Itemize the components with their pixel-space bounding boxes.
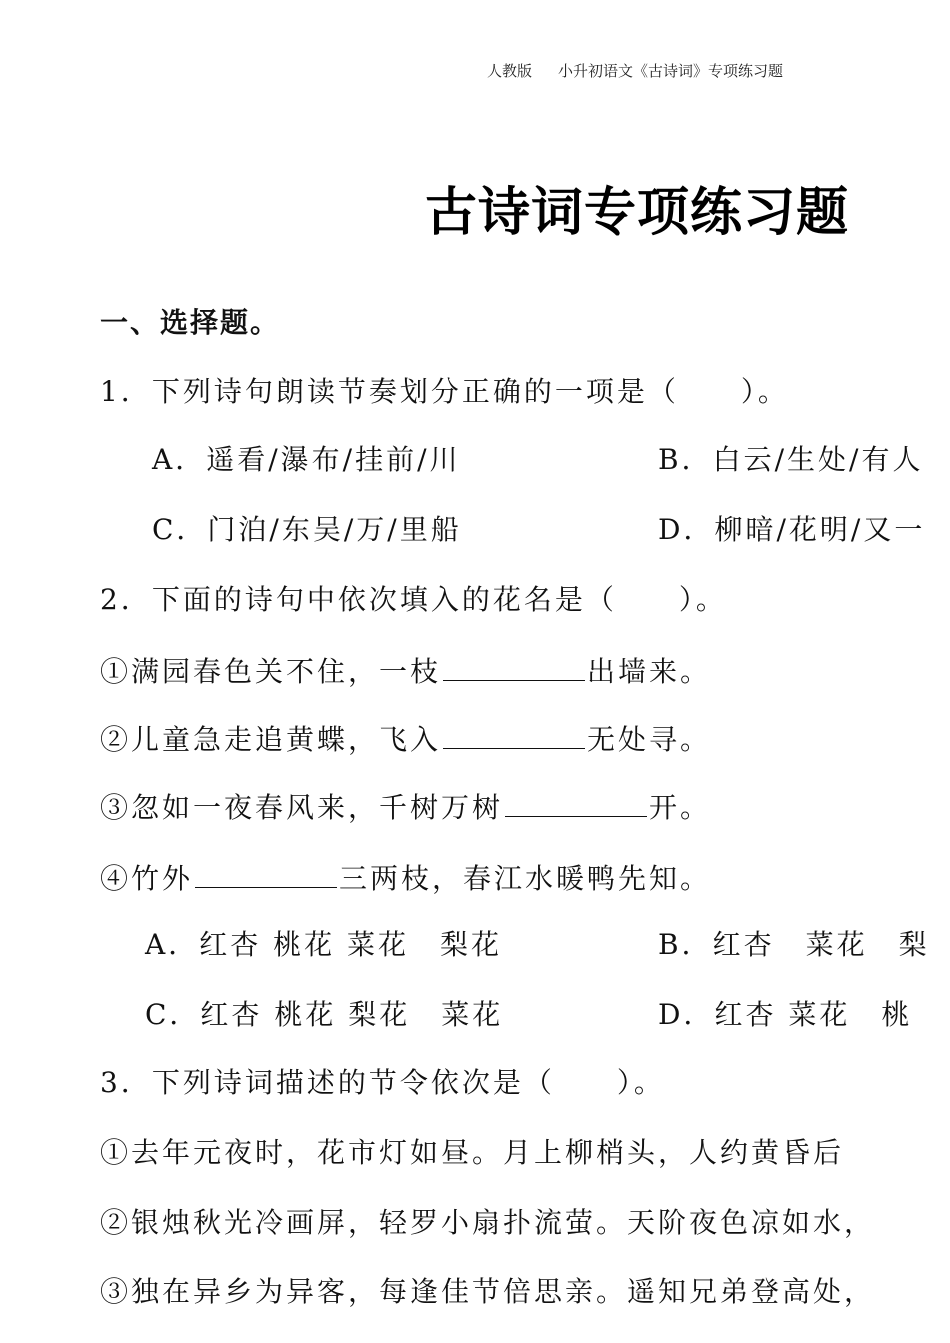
question-1-option-d: D．柳暗/花明/又一 [658,513,926,546]
question-1-option-a: A．遥看/瀑布/挂前/川 [152,443,461,476]
line-2-text-after: 无处寻。 [587,723,712,756]
line-4-text-before: ④竹外 [100,862,194,895]
line-1-text-before: ①满园春色关不住，一枝 [100,655,442,688]
question-2-option-a: A．红杏 桃花 菜花 梨花 [145,928,503,961]
page-header [487,60,783,81]
question-3-line-2: ②银烛秋光冷画屏，轻罗小扇扑流萤。天阶夜色凉如水， [100,1206,876,1239]
answer-blank-1 [443,650,585,681]
question-1-stem: 1．下列诗句朗读节奏划分正确的一项是（ ）。 [100,375,789,408]
header-publisher: 人教版 [487,62,533,80]
question-2-option-c: C．红杏 桃花 梨花 菜花 [145,998,504,1031]
question-3-stem: 3．下列诗词描述的节令依次是（ ）。 [100,1066,665,1099]
section-heading-choice: 一、选择题。 [100,306,281,339]
question-3-line-3: ③独在异乡为异客，每逢佳节倍思亲。遥知兄弟登高处， [100,1275,876,1308]
question-1-option-b: B．白云/生处/有人 [658,443,924,476]
line-3-text-after: 开。 [649,791,712,824]
answer-blank-4 [195,857,337,888]
answer-blank-2 [443,718,585,749]
question-2-line-4 [100,857,711,899]
question-2-stem: 2．下面的诗句中依次填入的花名是（ ）。 [100,583,727,616]
line-2-text-before: ②儿童急走追黄蝶，飞入 [100,723,442,756]
line-4-text-after: 三两枝，春江水暖鸭先知。 [339,862,712,895]
header-subject: 小升初语文《古诗词》专项练习题 [558,62,784,80]
question-1-option-c: C．门泊/东吴/万/里船 [152,513,462,546]
question-2-line-2 [100,718,711,760]
question-2-line-1 [100,650,711,692]
question-2-option-d: D．红杏 菜花 桃 [658,998,913,1031]
answer-blank-3 [505,786,647,817]
line-1-text-after: 出墙来。 [587,655,712,688]
page-title: 古诗词专项练习题 [425,183,850,243]
question-2-option-b: B．红杏 菜花 梨 [658,928,930,961]
question-2-line-3 [100,786,711,828]
line-3-text-before: ③忽如一夜春风来，千树万树 [100,791,504,824]
question-3-line-1: ①去年元夜时，花市灯如昼。月上柳梢头，人约黄昏后 [100,1136,845,1169]
